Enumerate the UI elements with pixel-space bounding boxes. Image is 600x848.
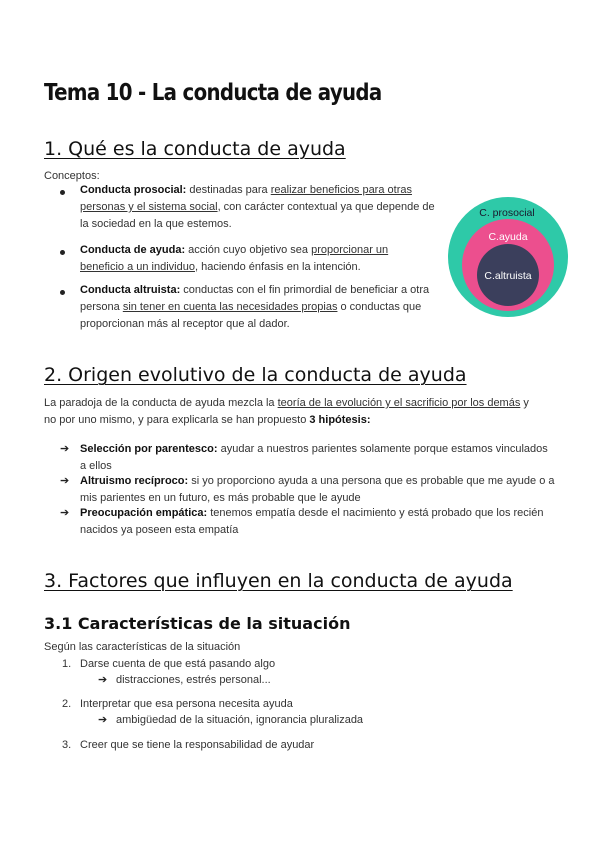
step-number: 1.: [62, 658, 72, 670]
list-item: [80, 473, 558, 507]
arrow-right-icon: ➔: [98, 674, 108, 686]
text: si yo proporciono ayuda a una persona que es probable que me ayude o a mis parientes en un futuro, es más probable que le ayude: [80, 475, 555, 504]
step-text: Interpretar que esa persona necesita ayuda: [80, 698, 293, 710]
section-2-paragraph: [44, 395, 544, 429]
term: Preocupación empática:: [80, 507, 208, 519]
step-text: Creer que se tiene la responsabilidad de ayudar: [80, 739, 315, 751]
list-item: [80, 505, 558, 539]
list-item: [80, 182, 442, 233]
term: Conducta de ayuda:: [80, 244, 186, 256]
text: tenemos empatía desde el nacimiento y está probado que los recién nacidos ya poseen esta empatía: [80, 507, 544, 536]
section-3-1-heading: 3.1 Características de la situación: [44, 614, 351, 633]
underlined-text: teoría de la evolución y el sacrificio por los demás: [277, 397, 521, 409]
nested-circles-diagram: [447, 196, 569, 318]
text: , con carácter contextual ya que depende de la sociedad en la que estemos.: [80, 201, 435, 230]
bullet-icon: [60, 250, 65, 255]
list-item: [80, 441, 550, 475]
section-3-intro: Según las características de la situación: [44, 641, 241, 653]
text: y no por uno mismo, y para explicarla se han propuesto: [44, 397, 529, 426]
arrow-right-icon: ➔: [60, 475, 70, 487]
underlined-text: realizar beneficios para otras personas y el sistema social: [80, 184, 412, 213]
bullet-icon: [60, 190, 65, 195]
section-2-heading: 2. Origen evolutivo de la conducta de ayuda: [44, 364, 467, 386]
section-1-intro: Conceptos:: [44, 170, 100, 182]
term: Altruismo recíproco:: [80, 475, 189, 487]
page-title: Tema 10 - La conducta de ayuda: [44, 80, 382, 106]
list-item: [80, 282, 442, 333]
text: acción cuyo objetivo sea: [185, 244, 312, 256]
inner-circle-label: C.altruista: [484, 270, 532, 282]
section-3-heading: 3. Factores que influyen en la conducta de ayuda: [44, 570, 513, 592]
step-text: Darse cuenta de que está pasando algo: [80, 658, 276, 670]
text: La paradoja de la conducta de ayuda mezcla la: [44, 397, 278, 409]
bold-text: 3 hipótesis:: [309, 414, 371, 426]
text: ayudar a nuestros parientes solamente porque estamos vinculados a ellos: [80, 443, 548, 472]
list-item: [80, 242, 430, 276]
middle-circle-label: C.ayuda: [488, 231, 528, 243]
text: o conductas que proporcionan más al receptor que al dador.: [80, 301, 422, 330]
bullet-icon: [60, 290, 65, 295]
arrow-right-icon: ➔: [98, 714, 108, 726]
term: Conducta prosocial:: [80, 184, 187, 196]
step-sub-text: ambigüedad de la situación, ignorancia pluralizada: [116, 714, 364, 726]
underlined-text: sin tener en cuenta las necesidades propias: [122, 301, 338, 313]
text: , haciendo énfasis en la intención.: [194, 261, 361, 273]
step-sub-text: distracciones, estrés personal...: [116, 674, 271, 686]
outer-circle-label: C. prosocial: [479, 207, 535, 219]
text: destinadas para: [186, 184, 271, 196]
arrow-right-icon: ➔: [60, 507, 70, 519]
term: Conducta altruista:: [80, 284, 181, 296]
step-number: 2.: [62, 698, 72, 710]
underlined-text: proporcionar un beneficio a un individuo: [80, 244, 389, 273]
arrow-right-icon: ➔: [60, 443, 70, 455]
text: conductas con el fin primordial de beneficiar a otra persona: [80, 284, 430, 313]
step-number: 3.: [62, 739, 72, 751]
section-1-heading: 1. Qué es la conducta de ayuda: [44, 138, 346, 160]
term: Selección por parentesco:: [80, 443, 218, 455]
